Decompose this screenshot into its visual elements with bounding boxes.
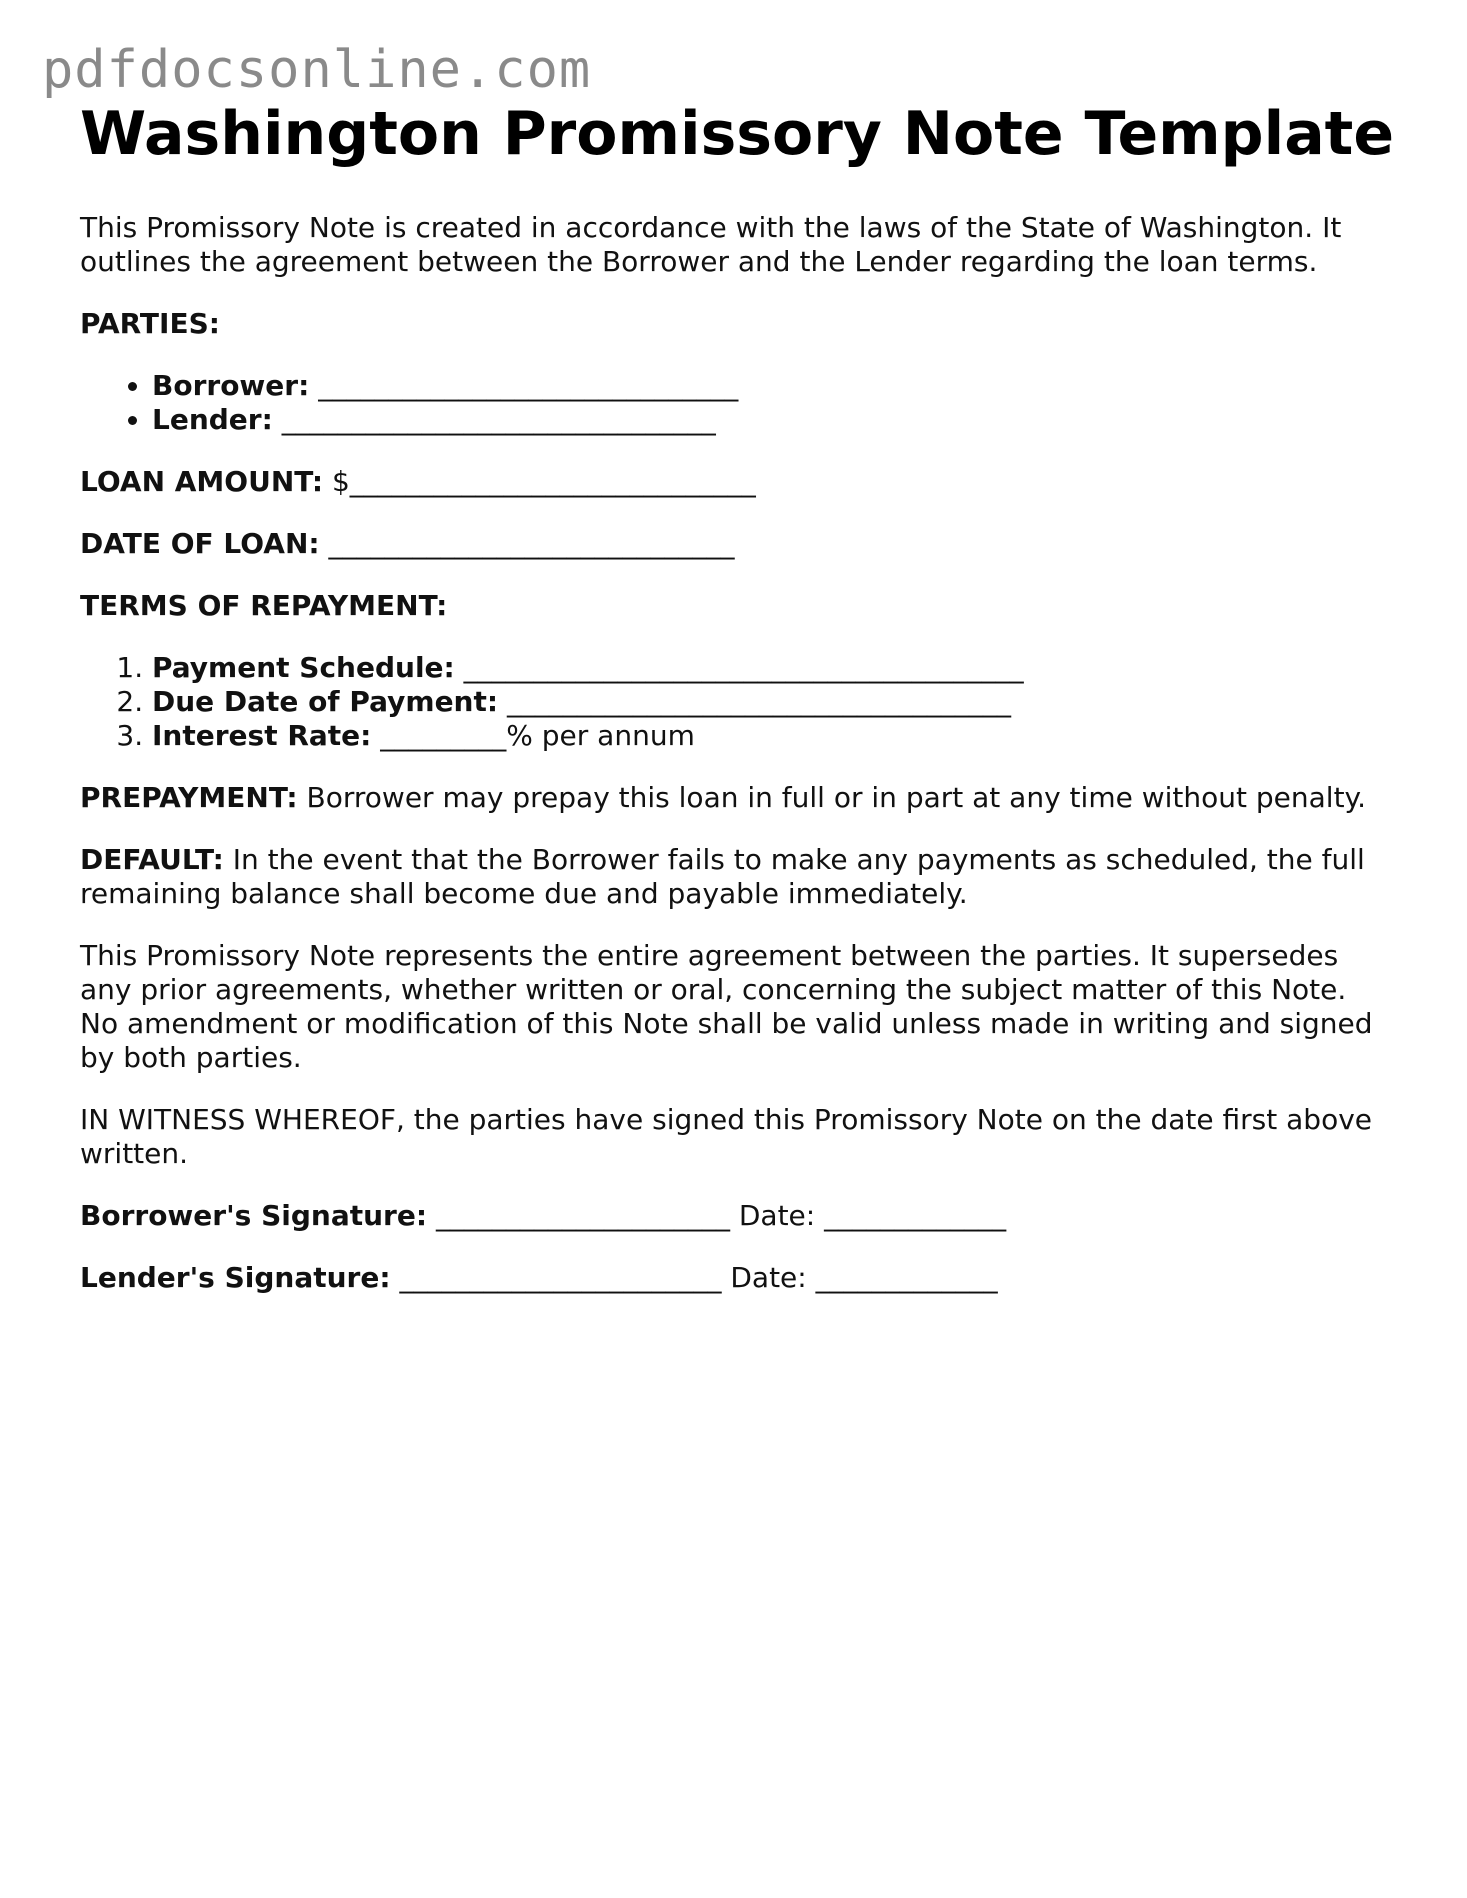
loan-amount-label: LOAN AMOUNT: <box>80 465 324 498</box>
term-item <box>152 651 1390 685</box>
lender-blank: _______________________________ <box>281 403 716 436</box>
payment-schedule-label: Payment Schedule: <box>152 651 455 684</box>
interest-rate-label: Interest Rate: <box>152 719 372 752</box>
date-of-loan-label: DATE OF LOAN: <box>80 527 320 560</box>
prepayment-label: PREPAYMENT: <box>80 781 298 814</box>
term-item <box>152 685 1390 719</box>
borrower-label: Borrower: <box>152 369 310 402</box>
borrower-date-blank: _____________ <box>824 1199 1007 1232</box>
borrower-signature-line <box>80 1199 1390 1233</box>
parties-list <box>80 369 1390 437</box>
borrower-date-label: Date: <box>738 1199 816 1232</box>
page-title: Washington Promissory Note Template <box>80 99 1395 169</box>
document-page <box>80 99 1395 1323</box>
party-borrower <box>152 369 1390 403</box>
terms-heading <box>80 589 1390 623</box>
default-paragraph <box>80 843 1390 911</box>
date-of-loan-value: _____________________________ <box>328 527 735 560</box>
term-item <box>152 719 1390 753</box>
parties-heading-label: PARTIES: <box>80 307 220 340</box>
party-lender <box>152 403 1390 437</box>
lender-date-label: Date: <box>730 1261 807 1294</box>
default-text: In the event that the Borrower fails to make any payments as scheduled, the full remaining balance shall become due and payable immediately. <box>80 843 1365 910</box>
prepayment-paragraph <box>80 781 1390 815</box>
due-date-label: Due Date of Payment: <box>152 685 499 718</box>
prepayment-text: Borrower may prepay this loan in full or in part at any time without penalty. <box>306 781 1367 814</box>
terms-heading-label: TERMS OF REPAYMENT: <box>80 589 448 622</box>
lender-signature-label: Lender's Signature: <box>80 1261 391 1294</box>
parties-heading <box>80 307 1390 341</box>
loan-amount-line <box>80 465 1390 499</box>
intro-paragraph: This Promissory Note is created in accordance with the laws of the State of Washington. It outlines the agreement between the Borrower and the Lender regarding the loan terms. <box>80 211 1342 278</box>
date-of-loan-line <box>80 527 1390 561</box>
lender-signature-line <box>80 1261 1390 1295</box>
lender-signature-blank: _______________________ <box>399 1261 722 1294</box>
lender-date-blank: _____________ <box>815 1261 998 1294</box>
loan-amount-value: $_____________________________ <box>331 465 756 498</box>
witness-paragraph: IN WITNESS WHEREOF, the parties have signed this Promissory Note on the date first above written. <box>80 1103 1372 1170</box>
due-date-value: ____________________________________ <box>506 685 1011 718</box>
terms-list <box>80 651 1390 753</box>
watermark-text: pdfdocsonline.com <box>42 40 592 100</box>
entire-agreement-paragraph: This Promissory Note represents the entire agreement between the parties. It supersedes any prior agreements, whether written or oral, concerning the subject matter of this Note. No amendment or modification of this Note shall be valid unless made in writing and signed by both parties. <box>80 939 1373 1074</box>
borrower-signature-blank: _____________________ <box>435 1199 730 1232</box>
borrower-signature-label: Borrower's Signature: <box>80 1199 428 1232</box>
lender-label: Lender: <box>152 403 273 436</box>
payment-schedule-value: ________________________________________ <box>463 651 1024 684</box>
default-label: DEFAULT: <box>80 843 224 876</box>
interest-rate-value: _________% per annum <box>380 719 695 752</box>
borrower-blank: ______________________________ <box>318 369 739 402</box>
